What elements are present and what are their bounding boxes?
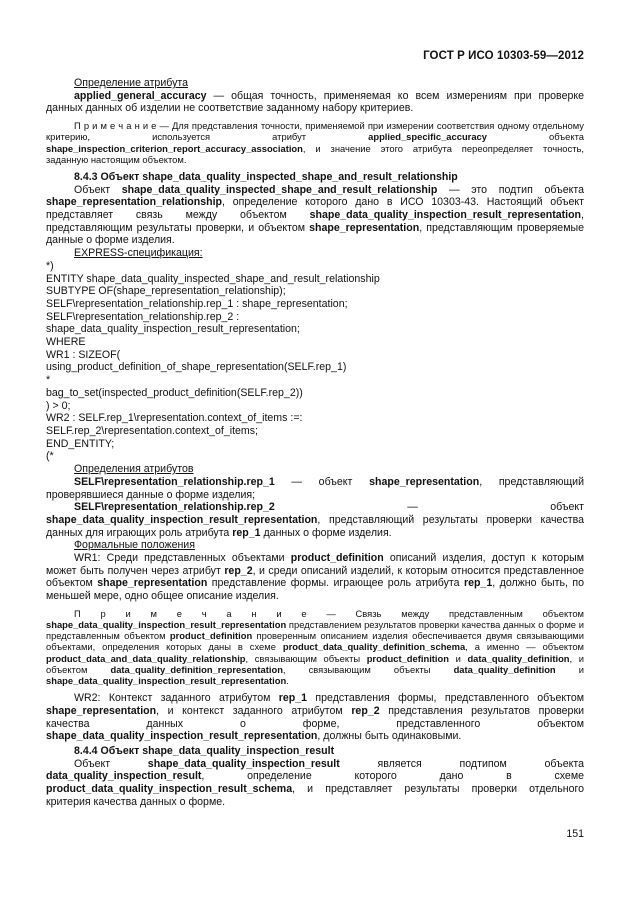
- text: , определение которого дано в ИСО 10303-43. Настоящий объект представляет связь между объектом: [46, 196, 584, 222]
- note-text: — Связь между представленным объектом: [306, 607, 584, 619]
- note-term: shape_inspection_criterion_report_accuracy_association: [46, 142, 303, 154]
- section-8-4-3-body: [46, 184, 584, 248]
- text: , и среди описаний изделий, к которым относится представленное объектом: [46, 564, 585, 590]
- text: Объект: [74, 183, 122, 196]
- attr-text: — общая точность, применяемая ко всем измерениям при проверке данных данных об изделии не соответствие заданному набору критериев.: [46, 89, 584, 115]
- note-text: и: [449, 652, 468, 664]
- text: , определение которого дано в схеме: [201, 770, 584, 783]
- code-line: SELF\representation_relationship.rep_1 : shape_representation;: [46, 297, 348, 310]
- term: shape_representation: [97, 577, 208, 590]
- note-term: product_definition: [169, 630, 253, 642]
- note-term: product_data_and_data_quality_relationship: [46, 652, 246, 664]
- text: представления формы, представленного объектом: [307, 692, 584, 705]
- text: , представляющий результаты проверки качества данных для играющих роль атрибута: [46, 513, 584, 539]
- text: — объект: [274, 475, 370, 488]
- section-8-4-4-title: 8.4.4 Объект shape_data_quality_inspection_result: [74, 745, 335, 758]
- note-term: shape_data_quality_inspection_result_representation: [46, 619, 287, 631]
- text: , представляющим результаты проверки, и объектом: [46, 209, 584, 234]
- text: является подтипом объекта: [339, 757, 584, 770]
- code-line: ) > 0;: [46, 399, 71, 412]
- text: Объект: [74, 757, 148, 770]
- code-line: WR1 : SIZEOF(: [46, 348, 121, 361]
- code-line: SELF.rep_2\representation.context_of_items;: [46, 424, 258, 437]
- code-line: END_ENTITY;: [46, 437, 115, 450]
- note-term: data_quality_definition_representation: [110, 663, 283, 675]
- code-line: (*: [46, 450, 54, 463]
- term: rep_2: [224, 564, 253, 577]
- note-1: [46, 120, 584, 165]
- attr-def-rep-1: [46, 476, 584, 501]
- code-line: shape_data_quality_inspection_result_representation;: [46, 323, 300, 336]
- note-text: проверенным описанием изделия обеспечивается двумя связывающими объектами, определения которых даны в схеме: [46, 630, 584, 653]
- express-heading-text: EXPRESS-спецификация:: [74, 247, 203, 260]
- note-2: [46, 608, 584, 686]
- formal-wr1: [46, 552, 584, 603]
- term: shape_data_quality_inspected_shape_and_result_relationship: [121, 183, 438, 196]
- express-heading: [46, 247, 584, 260]
- note-text: — Для представления точности, применяемой при измерении соответствия одному отдельному критерию, используется атрибут: [46, 120, 584, 143]
- note-text: .: [286, 675, 289, 687]
- term: shape_representation: [46, 704, 157, 717]
- term: shape_representation: [309, 221, 420, 234]
- term: SELF\representation_relationship.rep_1: [74, 475, 275, 488]
- note-text: объекта: [486, 131, 584, 143]
- formal-heading-text: Формальные положения: [74, 539, 195, 552]
- attr-defs-heading-text: Определения атрибутов: [74, 463, 194, 476]
- note-term: product_definition: [366, 652, 449, 664]
- page-number: 151: [566, 828, 584, 840]
- text: описаний изделия, доступ к которым может быть получен через атрибут: [46, 552, 585, 577]
- term: shape_data_quality_inspection_result_representation: [309, 209, 582, 222]
- term: shape_data_quality_inspection_result_representation: [46, 730, 318, 743]
- note-term: data_quality_definition: [467, 652, 570, 664]
- section-8-4-3-title: 8.4.3 Объект shape_data_quality_inspected_shape_and_result_relationship: [74, 170, 458, 183]
- code-line: SUBTYPE OF(shape_representation_relationship);: [46, 285, 286, 298]
- code-line: bag_to_set(inspected_product_definition(SELF.rep_2)): [46, 386, 303, 399]
- text: , должны быть одинаковыми.: [317, 730, 462, 743]
- term: rep_1: [278, 692, 308, 705]
- term: shape_data_quality_inspection_result_representation: [46, 513, 318, 526]
- text: — объект: [274, 501, 584, 514]
- text: представления результатов проверки качества данных о форме, представленного объектом: [46, 704, 584, 730]
- text: WR2: Контекст заданного атрибутом: [74, 692, 279, 705]
- note-term: product_data_quality_definition_schema: [282, 641, 466, 653]
- code-line: WR2 : SELF.rep_1\representation.context_of_items :=:: [46, 412, 303, 425]
- note-label: П р и м е ч а н и е: [74, 607, 307, 619]
- note-term: shape_data_quality_inspection_result_representation: [46, 675, 287, 687]
- code-line: using_product_definition_of_shape_representation(SELF.rep_1): [46, 361, 347, 374]
- formal-heading: [46, 539, 584, 552]
- attr-term: applied_general_accuracy: [74, 89, 207, 102]
- text: , должно быть, по меньшей мере, одно общее описание изделия.: [46, 577, 584, 603]
- attr-def-heading-text: Определение атрибута: [74, 77, 189, 89]
- term: shape_representation_relationship: [46, 196, 223, 209]
- text: , и контекст заданного атрибутом: [156, 704, 352, 717]
- attr-def-applied-general-accuracy: [46, 90, 584, 115]
- text: — это подтип объекта: [437, 183, 584, 196]
- code-line: WHERE: [46, 336, 86, 349]
- note-text: , и объектом: [46, 652, 584, 675]
- note-label: П р и м е ч а н и е: [74, 120, 157, 132]
- note-text: , и значение этого атрибута переопределяет точность, заданную настоящим объектом.: [46, 142, 584, 165]
- text: WR1: Среди представленных объектами: [74, 552, 291, 565]
- term: SELF\representation_relationship.rep_2: [74, 501, 275, 514]
- term: product_definition: [290, 552, 384, 565]
- note-text: и: [555, 663, 584, 675]
- attr-def-heading: [46, 77, 584, 90]
- page-body: [46, 77, 584, 809]
- text: , представляющим проверяемые данные о форме изделия.: [46, 221, 584, 247]
- term: shape_data_quality_inspection_result: [147, 757, 340, 770]
- term: product_data_quality_inspection_result_schema: [46, 783, 293, 796]
- code-line: ENTITY shape_data_quality_inspected_shape_and_result_relationship: [46, 272, 380, 285]
- note-text: , а именно — объектом: [465, 641, 584, 653]
- code-line: SELF\representation_relationship.rep_2 :: [46, 310, 240, 323]
- term: shape_representation: [369, 475, 480, 488]
- note-text: , связывающим объекты: [245, 652, 367, 664]
- code-line: *): [46, 259, 54, 272]
- note-term: applied_specific_accuracy: [368, 131, 487, 143]
- text: данных о форме изделия.: [260, 526, 392, 539]
- term: rep_1: [464, 577, 493, 590]
- term: rep_2: [351, 704, 380, 717]
- code-line: *: [46, 374, 51, 387]
- text: представление формы. играющее роль атрибута: [207, 577, 464, 590]
- section-8-4-4-body: [46, 758, 584, 809]
- note-text: представлением результатов проверки качества данных о форме и представленным объектом: [46, 619, 584, 642]
- text: , и представляет результаты проверки отдельного критерия качества данных о форме.: [46, 783, 584, 808]
- term: rep_1: [232, 526, 261, 539]
- formal-wr2: [46, 692, 584, 743]
- text: , представляющий проверявшиеся данные о форме изделия;: [46, 475, 585, 501]
- note-term: data_quality_definition: [453, 663, 556, 675]
- note-text: , связывающим объекты: [282, 663, 454, 675]
- express-code-block: [46, 260, 584, 463]
- page-header-standard: ГОСТ Р ИСО 10303-59—2012: [423, 50, 584, 62]
- term: data_quality_inspection_result: [46, 770, 202, 783]
- attr-defs-heading: [46, 463, 584, 476]
- attr-def-rep-2: [46, 501, 584, 539]
